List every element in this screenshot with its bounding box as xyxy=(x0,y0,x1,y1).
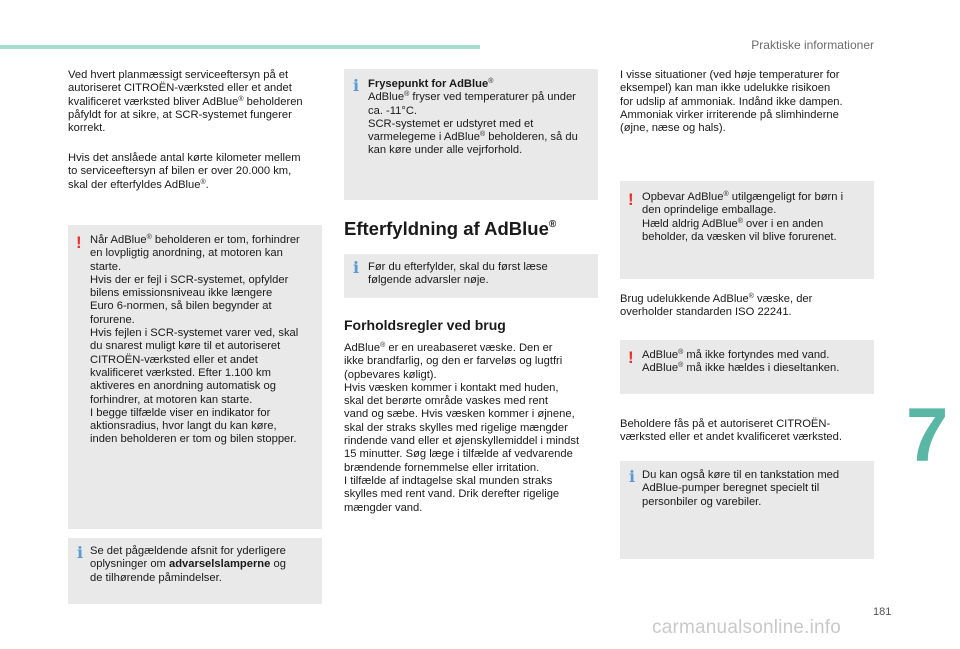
col1-info-box xyxy=(68,538,322,604)
warning-icon: ! xyxy=(628,190,634,209)
info-icon: i xyxy=(77,543,84,562)
col3-warning-text-fortyndes: AdBlue® må ikke fortyndes med vand. AdBlue® må ikke hældes i dieseltanken. xyxy=(642,349,840,375)
info-icon: i xyxy=(353,76,360,95)
col1-warning-box xyxy=(68,225,322,529)
subsection-heading-forholdsregler: Forholdsregler ved brug xyxy=(344,317,506,333)
col3-warning-text-opbevar: Opbevar AdBlue® utilgængeligt for børn i den oprindelige emballage. Hæld aldrig AdBlue® over i en anden beholder, da væsken vil blive forurenet. xyxy=(642,191,844,243)
col2-body-text: AdBlue® er en ureabaseret væske. Den er ikke brandfarlig, og den er farveløs og lugtfri (opbevares køligt). Hvis væsken kommer i kontakt med huden, skal det berørte område vaskes med rent vand og sæbe. Hvis væsken kommer i øjnene, skal der straks skylles med rigelige mængder rindende vand eller et øjenskyllemiddel i mindst 15 minutter. Søg læge i tilfælde af vedvarende brændende fornemmelse eller irritation. I tilfælde af indtagelse skal munden straks skylles med rent vand. Drik derefter rigelige mængder vand. xyxy=(344,342,580,514)
col2-info-text-advarsler: Før du efterfylder, skal du først læse følgende advarsler nøje. xyxy=(368,261,548,287)
col3-paragraph-3: Beholdere fås på et autoriseret CITROËN- værksted eller et andet kvalificeret værksted. xyxy=(620,418,842,444)
page-number: 181 xyxy=(873,606,892,618)
col3-warning-box-opbevar xyxy=(620,181,874,279)
col2-info-text-frysepunkt: Frysepunkt for AdBlue® AdBlue® fryser ved temperaturer på under ca. -11°C. SCR-systemet er udstyret med et varmelegeme i AdBlue® beholderen, så du kan køre under alle vejrforhold. xyxy=(368,78,578,157)
col3-paragraph-1: I visse situationer (ved høje temperaturer for eksempel) kan man ikke udelukke risikoen for udslip af ammoniak. Indånd ikke dampen. Ammoniak virker irriterende på slimhinderne (øjne, næse og hals). xyxy=(620,69,843,135)
header-accent-bar xyxy=(0,45,480,49)
col3-warning-box-fortyndes xyxy=(620,340,874,394)
info-icon: i xyxy=(353,258,360,277)
info-icon: i xyxy=(629,467,636,486)
col1-paragraph-1: Ved hvert planmæssigt serviceeftersyn på et autoriseret CITROËN-værksted eller et andet kvalificeret værksted bliver AdBlue® beholderen påfyldt for at sikre, at SCR-systemet fungerer korrekt. xyxy=(68,69,303,135)
watermark: carmanualsonline.info xyxy=(652,617,842,638)
col1-warning-text: Når AdBlue® beholderen er tom, forhindrer en lovpligtig anordning, at motoren kan starte. Hvis der er fejl i SCR-systemet, opfylder bilens emissionsniveau ikke længere Euro 6-normen, så bilen begynder at forurene. Hvis fejlen i SCR-systemet varer ved, skal du snarest muligt køre til et autoriseret CITROËN-værksted eller et andet kvalificeret værksted. Efter 1.100 km aktiveres en anordning automatisk og forhindrer, at motoren kan starte. I begge tilfælde viser en indikator for aktionsradius, hvor langt du kan køre, inden beholderen er tom og bilen stopper. xyxy=(90,234,300,446)
page-header-title: Praktiske informationer xyxy=(751,38,874,52)
warning-icon: ! xyxy=(76,233,82,252)
col2-info-box-advarsler xyxy=(344,254,598,298)
section-heading-efterfyldning: Efterfyldning af AdBlue® xyxy=(344,218,557,239)
col1-paragraph-2: Hvis det anslåede antal kørte kilometer mellem to serviceeftersyn af bilen er over 20.000 km, skal der efterfyldes AdBlue®. xyxy=(68,152,301,191)
col1-info-text: Se det pågældende afsnit for yderligere oplysninger om advarselslamperne og de tilhørende påmindelser. xyxy=(90,545,286,584)
col3-info-box-tankstation xyxy=(620,461,874,559)
warning-icon: ! xyxy=(628,348,634,367)
chapter-number: 7 xyxy=(906,393,949,478)
col3-paragraph-2: Brug udelukkende AdBlue® væske, der overholder standarden ISO 22241. xyxy=(620,293,813,319)
col2-info-box-frysepunkt xyxy=(344,69,598,200)
col3-info-text-tankstation: Du kan også køre til en tankstation med AdBlue-pumper beregnet specielt til personbiler og varebiler. xyxy=(642,469,840,508)
